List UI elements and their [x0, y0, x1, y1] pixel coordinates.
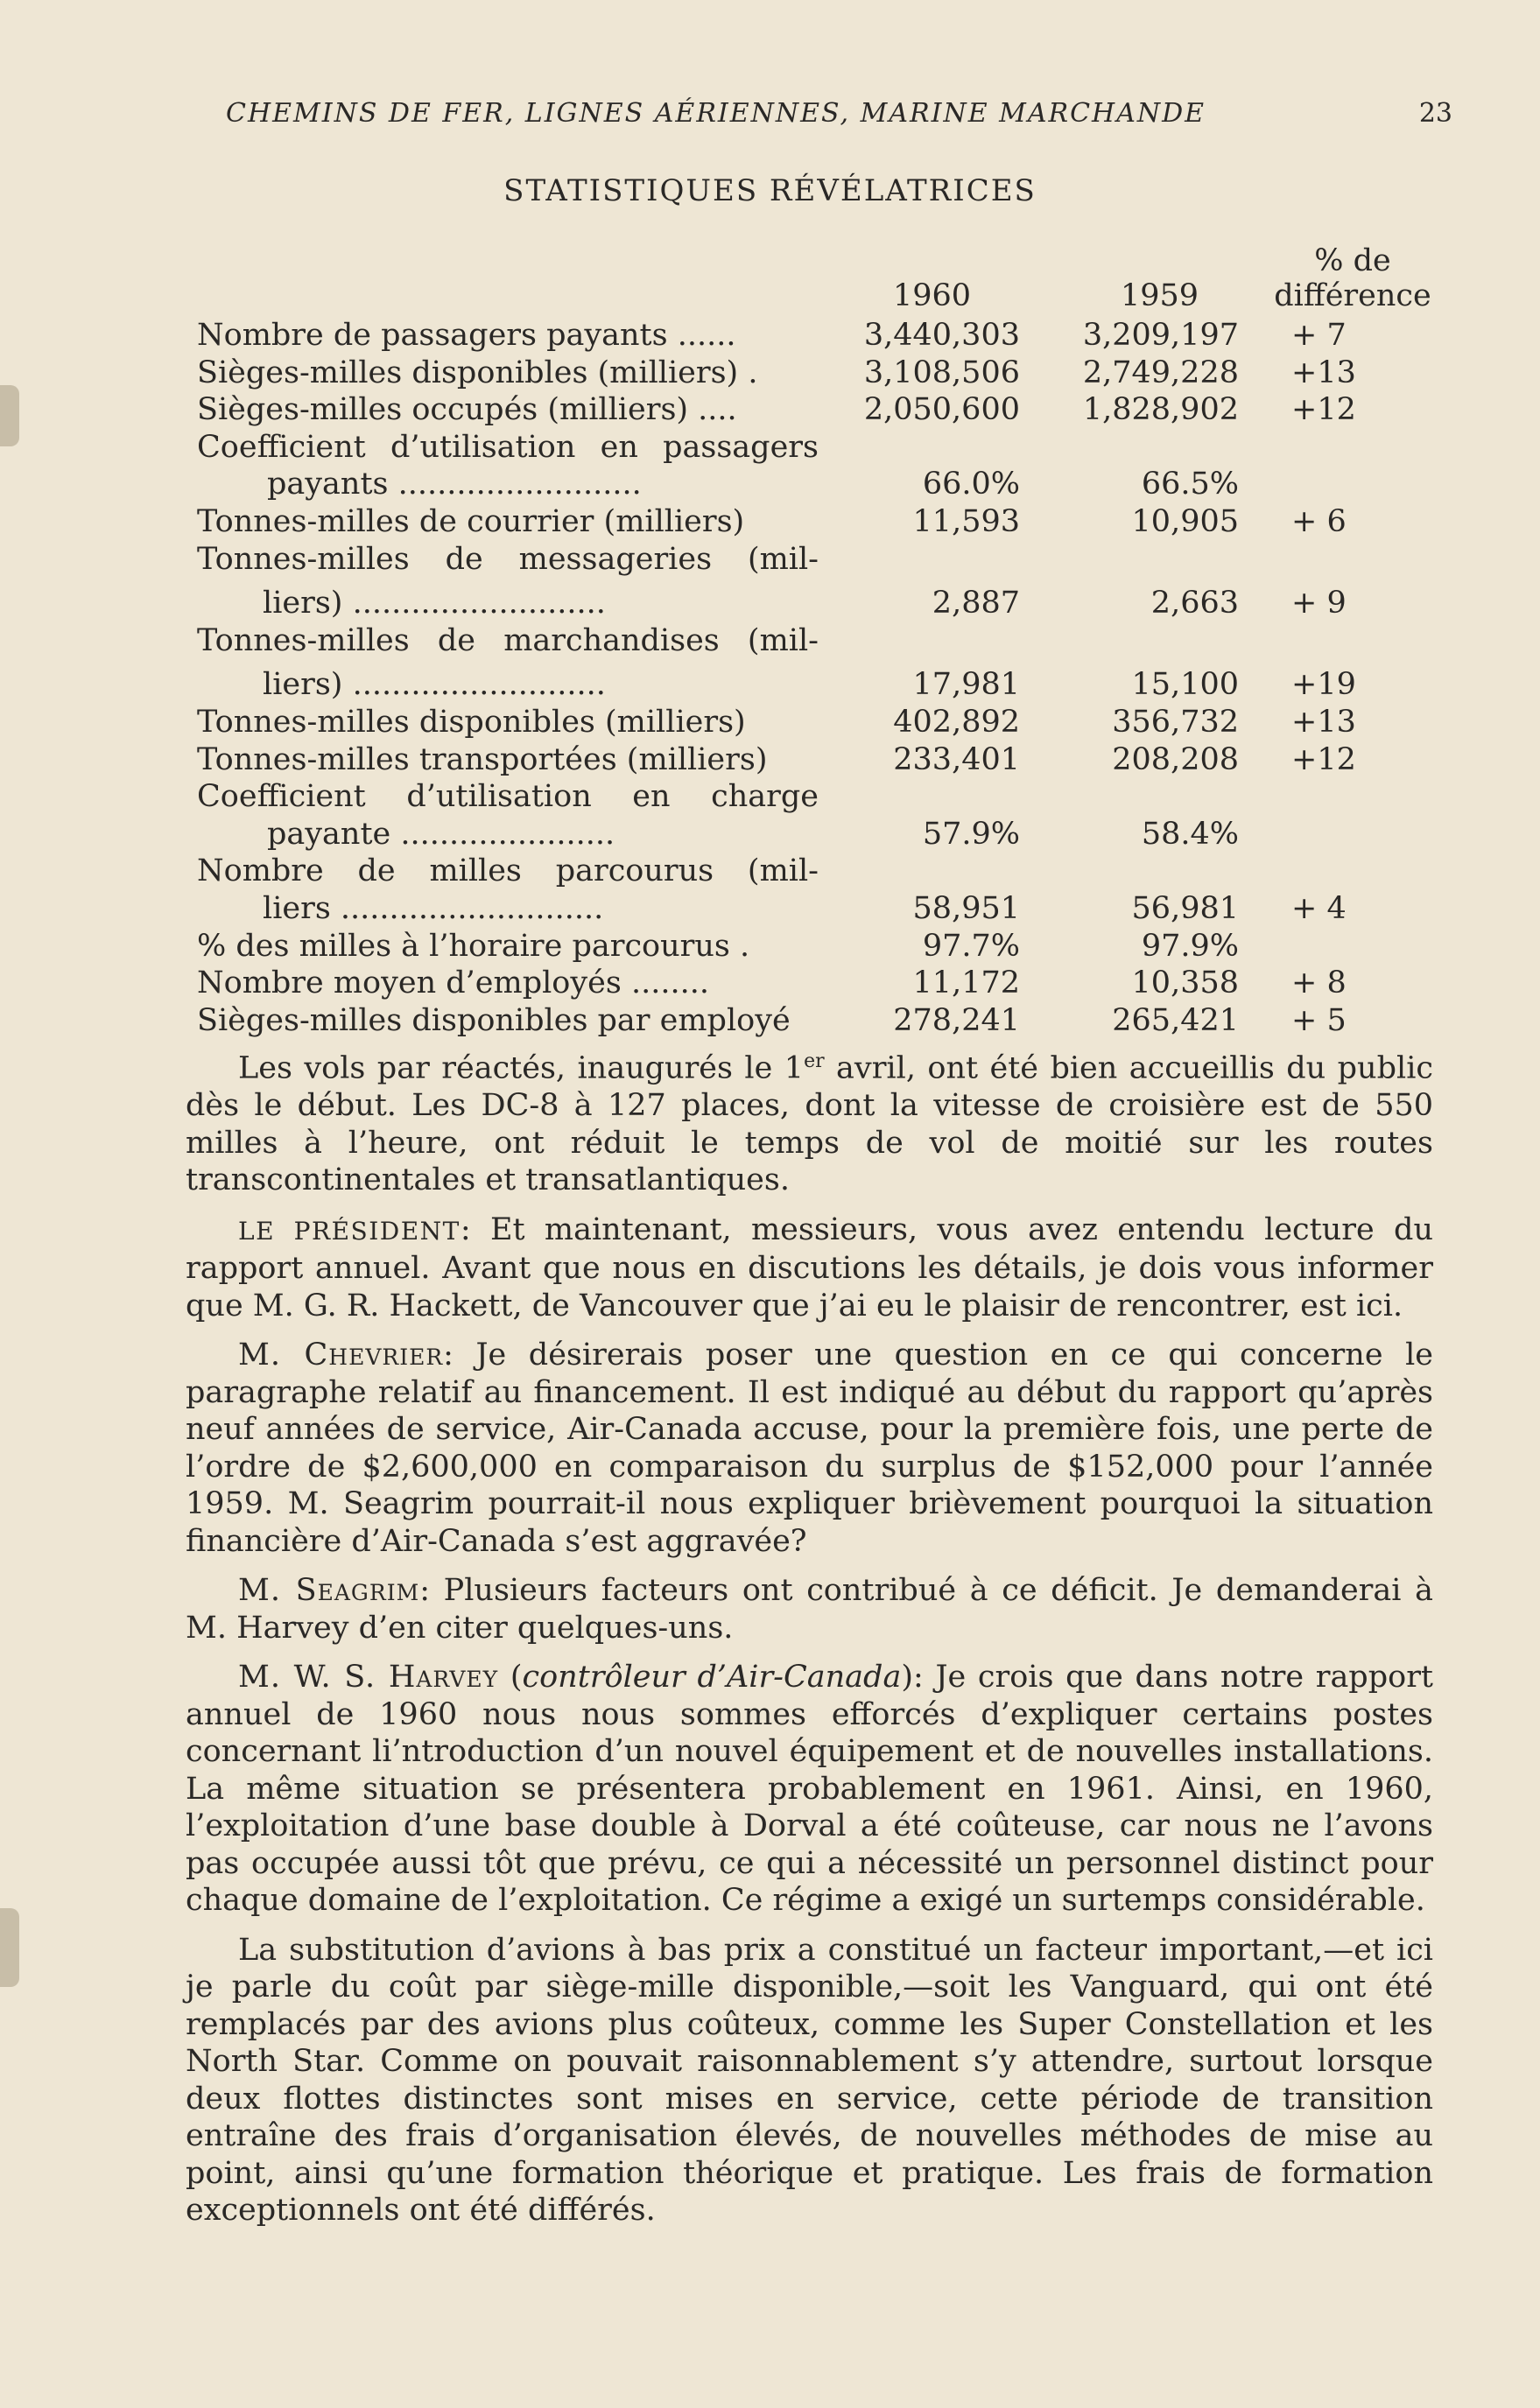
value-1959: 208,208: [1112, 741, 1239, 777]
binding-mark-bottom: [0, 1908, 19, 1987]
table-row: [197, 666, 1423, 704]
page-number: 23: [1418, 98, 1452, 129]
column-header-diff-line2: différence: [1274, 278, 1431, 313]
table-row: [197, 355, 1423, 392]
value-1959: 265,421: [1112, 1002, 1239, 1038]
value-1959: 10,358: [1131, 965, 1239, 1001]
table-row: [197, 622, 1423, 660]
paragraph-text: La substitution d’avions à bas prix a constitué un facteur important,—et ici je parle du coût par siège-mille disponible,—soit les Vanguard, qui ont été remplacés par des avions plus coûteux, comme les Super Constellation et les North Star. Comme on pouvait raisonnablement s’y attendre, surtout lorsque deux flottes distinctes sont mises en service, cette période de transition entraîne des frais d’organisation élevés, de nouvelles méthodes de mise au point, ainsi qu’une formation théorique et pratique. Les frais de formation exceptionnels ont été différés.: [186, 1932, 1433, 2229]
value-1960: 3,440,303: [863, 318, 1020, 353]
value-1960: 278,241: [893, 1002, 1020, 1038]
value-1960: 57.9%: [922, 816, 1020, 852]
value-1960: 58,951: [912, 890, 1020, 926]
paragraph-text: : Et maintenant, messieurs, vous avez entendu lecture du rapport annuel. Avant que nous en discutions les détails, je dois vous informer que M. G. R. Hackett, de Vancouver que j’ai eu le plaisir de rencontrer, est ici.: [186, 1211, 1433, 1323]
value-1960: 2,887: [932, 586, 1020, 621]
row-label: liers) ..........................: [263, 667, 606, 703]
row-label: Tonnes-milles de marchandises (mil-: [197, 622, 819, 658]
value-1959: 2,663: [1150, 586, 1239, 621]
table-row: [197, 816, 1423, 853]
column-header-diff-line1: % de: [1314, 243, 1391, 278]
paragraph: [186, 1932, 1433, 2229]
value-1959: 1,828,902: [1082, 392, 1239, 428]
column-header-1959: 1959: [1121, 278, 1199, 313]
column-header-difference: [1248, 243, 1458, 313]
running-header: [226, 98, 1452, 142]
row-label: Nombre de milles parcourus (mil-: [197, 853, 819, 889]
row-label: payants .........................: [267, 467, 642, 502]
row-label: liers ...........................: [263, 890, 604, 926]
stats-table: [197, 243, 1431, 1039]
binding-mark-top: [0, 385, 19, 446]
paragraph: [186, 1337, 1433, 1560]
ordinal-superscript: er: [804, 1050, 825, 1072]
stats-title: STATISTIQUES RÉVÉLATRICES: [503, 173, 1037, 208]
row-label: payante ......................: [267, 816, 615, 852]
table-row: [197, 391, 1423, 429]
value-1959: 97.9%: [1141, 928, 1239, 964]
value-1960: 2,050,600: [863, 392, 1020, 428]
value-1959: 2,749,228: [1082, 355, 1239, 390]
body-text: [186, 1043, 1433, 2242]
paragraph-text: avril, ont été bien accueillis du public dès le début. Les DC-8 à 127 places, dont la vitesse de croisière est de 550 milles à l’heure, ont réduit le temps de vol de moitié sur les routes transcontinentales et transatlantiques.: [186, 1050, 1433, 1198]
table-row: [197, 965, 1423, 1002]
table-row: [197, 741, 1423, 779]
paragraph: [186, 1572, 1433, 1646]
row-label: Nombre moyen d’employés ........: [197, 965, 709, 1001]
paragraph-text: : Plusieurs facteurs ont contribué à ce déficit. Je demanderai à M. Harvey d’en citer quelques-uns.: [186, 1573, 1434, 1646]
table-row: [197, 541, 1423, 579]
speaker-role: contrôleur d’Air-Canada: [522, 1660, 902, 1695]
value-diff: +12: [1291, 392, 1356, 428]
value-diff: +19: [1291, 667, 1356, 703]
speaker-name: M. Chevrier: [238, 1337, 444, 1373]
row-label: Tonnes-milles disponibles (milliers): [197, 704, 746, 740]
speaker-name: LE PRÉSIDENT: [238, 1216, 461, 1246]
value-diff: + 4: [1291, 890, 1347, 926]
value-diff: + 8: [1291, 965, 1347, 1001]
paragraph: [186, 1211, 1433, 1325]
value-1960: 11,593: [912, 503, 1020, 539]
table-row: [197, 317, 1423, 355]
value-1960: 3,108,506: [863, 355, 1020, 390]
paragraph: [186, 1043, 1433, 1199]
value-1959: 56,981: [1131, 890, 1239, 926]
value-diff: + 7: [1291, 318, 1347, 353]
value-diff: + 5: [1291, 1002, 1347, 1038]
table-header: [197, 243, 1431, 317]
row-label: Tonnes-milles de courrier (milliers): [197, 503, 745, 539]
value-1959: 15,100: [1131, 667, 1239, 703]
table-row: [197, 466, 1423, 503]
paragraph-text: Les vols par réactés, inaugurés le 1: [238, 1050, 805, 1086]
table-row: [197, 704, 1423, 741]
value-1960: 233,401: [893, 741, 1020, 777]
speaker-name: M. Seagrim: [238, 1573, 420, 1609]
table-row: [197, 585, 1423, 622]
value-1960: 66.0%: [922, 467, 1020, 502]
row-label: Coefficient d’utilisation en passagers: [197, 429, 819, 465]
table-row: [197, 778, 1423, 816]
value-diff: +13: [1291, 355, 1356, 390]
speaker-name: M. W. S. Harvey: [238, 1660, 499, 1695]
value-1960: 97.7%: [922, 928, 1020, 964]
value-1959: 356,732: [1112, 704, 1239, 740]
table-row: [197, 928, 1423, 965]
paragraph-text: : Je crois que dans notre rapport annuel de 1960 nous nous sommes efforcés d’expliquer certains postes concernant li’ntroduction d’un nouvel équipement et de nouvelles installations. La même situation se présentera probablement en 1961. Ainsi, en 1960, l’exploitation d’une base double à Dorval a été coûteuse, car nous ne l’avons pas occupée aussi tôt que prévu, ce qui a nécessité un personnel distinct pour chaque domaine de l’exploitation. Ce régime a exigé un surtemps considérable.: [186, 1660, 1433, 1919]
table-row: [197, 503, 1423, 541]
value-1959: 10,905: [1131, 503, 1239, 539]
value-diff: +12: [1291, 741, 1356, 777]
paren-close: ): [901, 1660, 913, 1695]
row-label: Tonnes-milles de messageries (mil-: [197, 541, 819, 577]
value-1960: 11,172: [912, 965, 1020, 1001]
column-header-1960: 1960: [893, 278, 972, 313]
value-1960: 17,981: [912, 667, 1020, 703]
table-row: [197, 1002, 1423, 1040]
row-label: Sièges-milles disponibles (milliers) .: [197, 355, 758, 390]
table-row: [197, 853, 1423, 890]
row-label: % des milles à l’horaire parcourus .: [197, 928, 750, 964]
row-label: Coefficient d’utilisation en charge: [197, 779, 819, 815]
row-label: Nombre de passagers payants ......: [197, 318, 736, 353]
value-1959: 58.4%: [1141, 816, 1239, 852]
row-label: liers) ..........................: [263, 586, 606, 621]
value-1959: 66.5%: [1141, 467, 1239, 502]
paren-open: (: [498, 1660, 523, 1695]
running-title: CHEMINS DE FER, LIGNES AÉRIENNES, MARINE MARCHANDE: [226, 98, 1206, 129]
row-label: Tonnes-milles transportées (milliers): [197, 741, 768, 777]
value-diff: + 6: [1291, 503, 1347, 539]
value-diff: +13: [1291, 704, 1356, 740]
value-1960: 402,892: [893, 704, 1020, 740]
value-diff: + 9: [1291, 586, 1347, 621]
row-label: Sièges-milles disponibles par employé: [197, 1002, 791, 1038]
paragraph: [186, 1659, 1433, 1920]
table-row: [197, 890, 1423, 928]
row-label: Sièges-milles occupés (milliers) ....: [197, 392, 737, 428]
value-1959: 3,209,197: [1082, 318, 1239, 353]
table-row: [197, 429, 1423, 467]
paragraph-text: : Je désirerais poser une question en ce qui concerne le paragraphe relatif au financement. Il est indiqué au début du rapport qu’après neuf années de service, Air-Canada accuse, pour la première fois, une perte de l’ordre de $2,600,000 en comparaison du surplus de $152,000 pour l’année 1959. M. Seagrim pourrait-il nous expliquer brièvement pourquoi la situation financière d’Air-Canada s’est aggravée?: [186, 1337, 1433, 1559]
